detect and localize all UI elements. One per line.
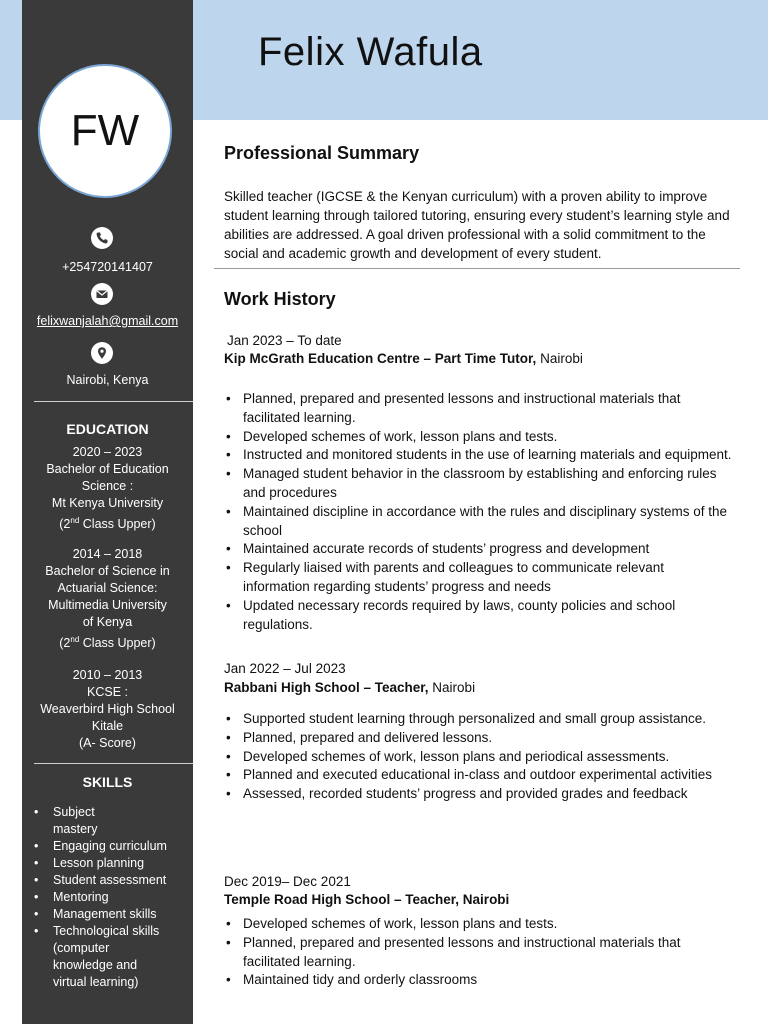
skills-heading: SKILLS	[82, 774, 133, 790]
phone-number: +254720141407	[62, 260, 153, 274]
candidate-name: Felix Wafula	[258, 30, 483, 74]
list-item: • Technological skills (computer knowledge and virtual learning)	[30, 923, 190, 991]
map-pin-icon	[91, 342, 113, 364]
job-duties	[224, 390, 734, 634]
skills-list	[30, 804, 190, 991]
section-divider	[214, 268, 740, 269]
list-item: • Student assessment	[30, 872, 190, 889]
monogram-circle	[38, 64, 172, 198]
list-item: • Planned and executed educational in-class and outdoor experimental activities	[224, 766, 734, 785]
education-entry: 2014 – 2018 Bachelor of Science in Actuarial Science: Multimedia University of Kenya (2nd Class Upper)	[45, 547, 170, 651]
job-duties	[224, 710, 734, 804]
job-title: Kip McGrath Education Centre – Part Time Tutor, Nairobi	[224, 351, 583, 366]
work-history-heading: Work History	[224, 289, 336, 309]
list-item: • Developed schemes of work, lesson plans and tests.	[224, 428, 734, 447]
list-item: • Developed schemes of work, lesson plans and tests.	[224, 915, 734, 934]
list-item: • Maintained discipline in accordance with the rules and disciplinary systems of the school	[224, 503, 734, 541]
job-title: Rabbani High School – Teacher, Nairobi	[224, 680, 476, 695]
sidebar-divider	[34, 763, 193, 764]
job-date: Dec 2019– Dec 2021	[224, 874, 351, 889]
education-heading: EDUCATION	[66, 421, 149, 437]
list-item: • Maintained accurate records of students’ progress and development	[224, 540, 734, 559]
sidebar	[22, 0, 193, 1024]
list-item: • Maintained tidy and orderly classrooms	[224, 971, 734, 990]
summary-text: Skilled teacher (IGCSE & the Kenyan curriculum) with a proven ability to improve student learning through tailored tutoring, ensuring every student’s learning style and abilities are addressed. A goal driven professional with a solid commitment to the social and academic growth and development of every student.	[224, 189, 730, 261]
email-link[interactable]: felixwanjalah@gmail.com	[36, 314, 179, 328]
sidebar-divider	[34, 401, 193, 402]
list-item: • Lesson planning	[30, 855, 190, 872]
job-title: Temple Road High School – Teacher, Nairobi	[224, 892, 510, 907]
list-item: • Managed student behavior in the classroom by establishing and enforcing rules and procedures	[224, 465, 734, 503]
education-entry: 2010 – 2013 KCSE : Weaverbird High School Kitale (A- Score)	[40, 668, 175, 750]
list-item: • Supported student learning through personalized and small group assistance.	[224, 710, 734, 729]
list-item: • Engaging curriculum	[30, 838, 190, 855]
list-item: • Subject mastery	[30, 804, 190, 838]
phone-icon	[91, 227, 113, 249]
list-item: • Management skills	[30, 906, 190, 923]
list-item: • Mentoring	[30, 889, 190, 906]
envelope-icon	[91, 283, 113, 305]
location-text: Nairobi, Kenya	[66, 373, 149, 387]
list-item: • Planned, prepared and delivered lessons.	[224, 729, 734, 748]
list-item: • Regularly liaised with parents and colleagues to communicate relevant information regarding students’ progress and needs	[224, 559, 734, 597]
list-item: • Updated necessary records required by laws, county policies and school regulations.	[224, 597, 734, 635]
list-item: • Developed schemes of work, lesson plans and periodical assessments.	[224, 748, 734, 767]
job-date: Jan 2023 – To date	[227, 333, 342, 348]
summary-heading: Professional Summary	[224, 143, 420, 163]
job-duties	[224, 915, 734, 990]
job-date: Jan 2022 – Jul 2023	[224, 661, 346, 676]
list-item: • Planned, prepared and presented lessons and instructional materials that facilitated learning.	[224, 390, 734, 428]
list-item: • Instructed and monitored students in the use of learning materials and equipment.	[224, 446, 734, 465]
monogram-initials: FW	[70, 106, 140, 155]
list-item: • Planned, prepared and presented lessons and instructional materials that facilitated learning.	[224, 934, 734, 972]
education-entry: 2020 – 2023 Bachelor of Education Science : Mt Kenya University (2nd Class Upper)	[46, 445, 169, 532]
list-item: • Assessed, recorded students’ progress and provided grades and feedback	[224, 785, 734, 804]
